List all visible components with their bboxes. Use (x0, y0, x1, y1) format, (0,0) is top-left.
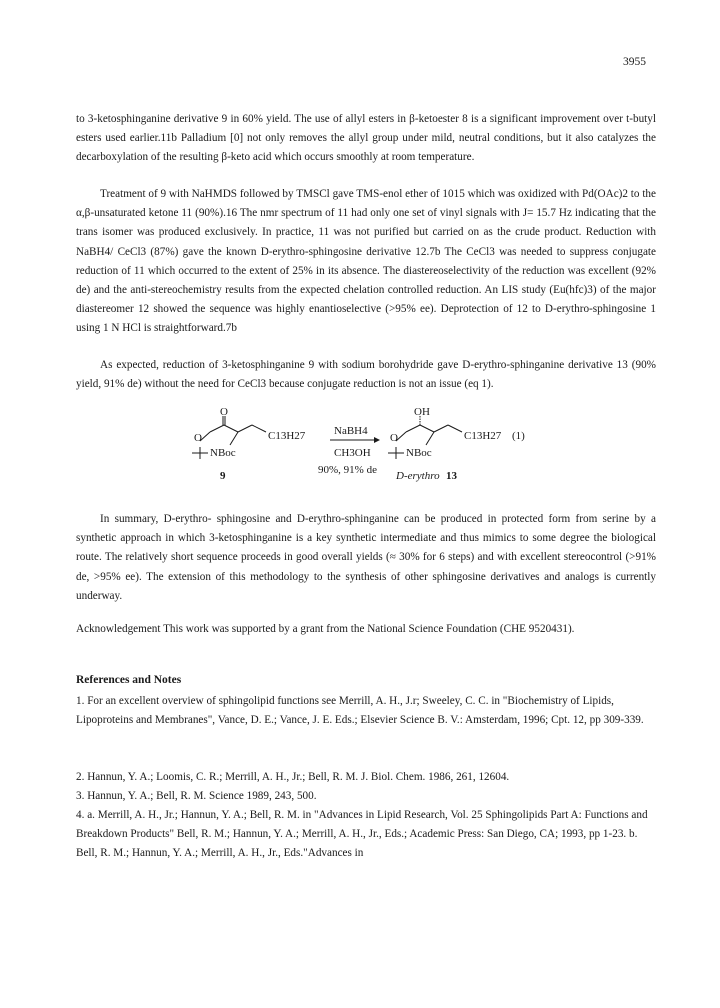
paragraph-3: As expected, reduction of 3-ketosphinganine 9 with sodium borohydride gave D-erythro-sphinganine derivative 13 (90% yield, 91% de) without the need for CeCl3 because conjugate reduction is not an issue (eq 1). (76, 359, 656, 391)
reactant-label: 9 (220, 470, 226, 482)
reactant-ring-o: O (194, 432, 202, 444)
reactant-ketone-o: O (220, 406, 228, 418)
product-nboc: NBoc (406, 447, 432, 459)
references-heading: References and Notes (76, 674, 182, 686)
paragraph-1: to 3-ketosphinganine derivative 9 in 60% yield. The use of allyl esters in β-ketoester 8 is a significant improvement over t-butyl esters used earlier.11b Palladium [0] not only removes the allyl group under mild, neutral conditions, but it also catalyzes the decarboxylation of the resulting β-keto acid which occurs smoothly at room temperature. (76, 113, 656, 164)
reactant-chain: C13H27 (268, 430, 306, 442)
equation-label: (1) (512, 430, 525, 442)
paragraph-2: Treatment of 9 with NaHMDS followed by TMSCl gave TMS-enol ether of 1015 which was oxidized with Pd(OAc)2 to the α,β-unsaturated ketone 11 (90%).16 The nmr spectrum of 11 had only one set of vinyl signals with J= 15.7 Hz indicating that the trans isomer was produced exclusively. In practice, 11 was not purified but carried on as the crude product. Reduction with NaBH4/ CeCl3 (87%) gave the known D-erythro-sphingosine derivative 12.7b The CeCl3 was needed to suppress conjugate reduction of 11 which occurred to the extent of 25% in its absence. The diastereoselectivity of the reduction was excellent (92% de) and the anti-stereochemistry results from the expected chelation controlled reduction. An LIS study (Eu(hfc)3) of the major diastereomer 12 showed the sequence was highly enantioselective (>95% ee). Deprotection of 12 to D-erythro-sphingosine 1 using 1 N HCl is straightforward.7b (76, 188, 656, 335)
reference-4: 4. a. Merrill, A. H., Jr.; Hannun, Y. A.; Bell, R. M. in "Advances in Lipid Research, Vol. 25 Sphingolipids Part A: Functions and Breakdown Products" Bell, R. M.; Hannun, Y. A.; Merrill, A. H., Jr., Eds.; Academic Press: San Diego, CA; 1993, pp 1-23. b. Bell, R. M.; Hannun, Y. A.; Merrill, A. H., Jr., Eds."Advances in (76, 809, 648, 860)
page-number: 3955 (623, 56, 646, 68)
product-ring-o: O (390, 432, 398, 444)
product-label-prefix: D-erythro (396, 470, 440, 482)
reagent-top: NaBH4 (334, 425, 368, 437)
acknowledgement: Acknowledgement This work was supported by a grant from the National Science Foundation (CHE 9520431). (76, 623, 575, 635)
paragraph-summary: In summary, D-erythro- sphingosine and D-erythro-sphinganine can be produced in protected form from serine by a synthetic approach in which 3-ketosphinganine is a key synthetic intermediate and thus mimics to some degree the biological route. The relatively short sequence proceeds in good overall yields (≈ 30% for 6 steps) and with excellent stereocontrol (>91% de, >95% ee). The extension of this methodology to the synthesis of other sphingosine derivatives and analogs is currently underway. (76, 513, 656, 602)
reference-3: 3. Hannun, Y. A.; Bell, R. M. Science 1989, 243, 500. (76, 790, 317, 802)
reference-1: 1. For an excellent overview of sphingolipid functions see Merrill, A. H., J.r; Sweeley, C. C. in "Biochemistry of Lipids, Lipoproteins and Membranes", Vance, D. E.; Vance, J. E. Eds.; Elsevier Science B. V.: Amsterdam, 1996; Cpt. 12, pp 309-339. (76, 695, 644, 727)
reaction-scheme (190, 407, 570, 487)
product-label-num: 13 (446, 470, 457, 482)
product-oh: OH (414, 406, 430, 418)
reagent-bottom: CH3OH (334, 447, 371, 459)
product-chain: C13H27 (464, 430, 502, 442)
reference-2: 2. Hannun, Y. A.; Loomis, C. R.; Merrill, A. H., Jr.; Bell, R. M. J. Biol. Chem. 1986, 261, 12604. (76, 771, 510, 783)
reactant-nboc: NBoc (210, 447, 236, 459)
conditions: 90%, 91% de (318, 464, 377, 476)
